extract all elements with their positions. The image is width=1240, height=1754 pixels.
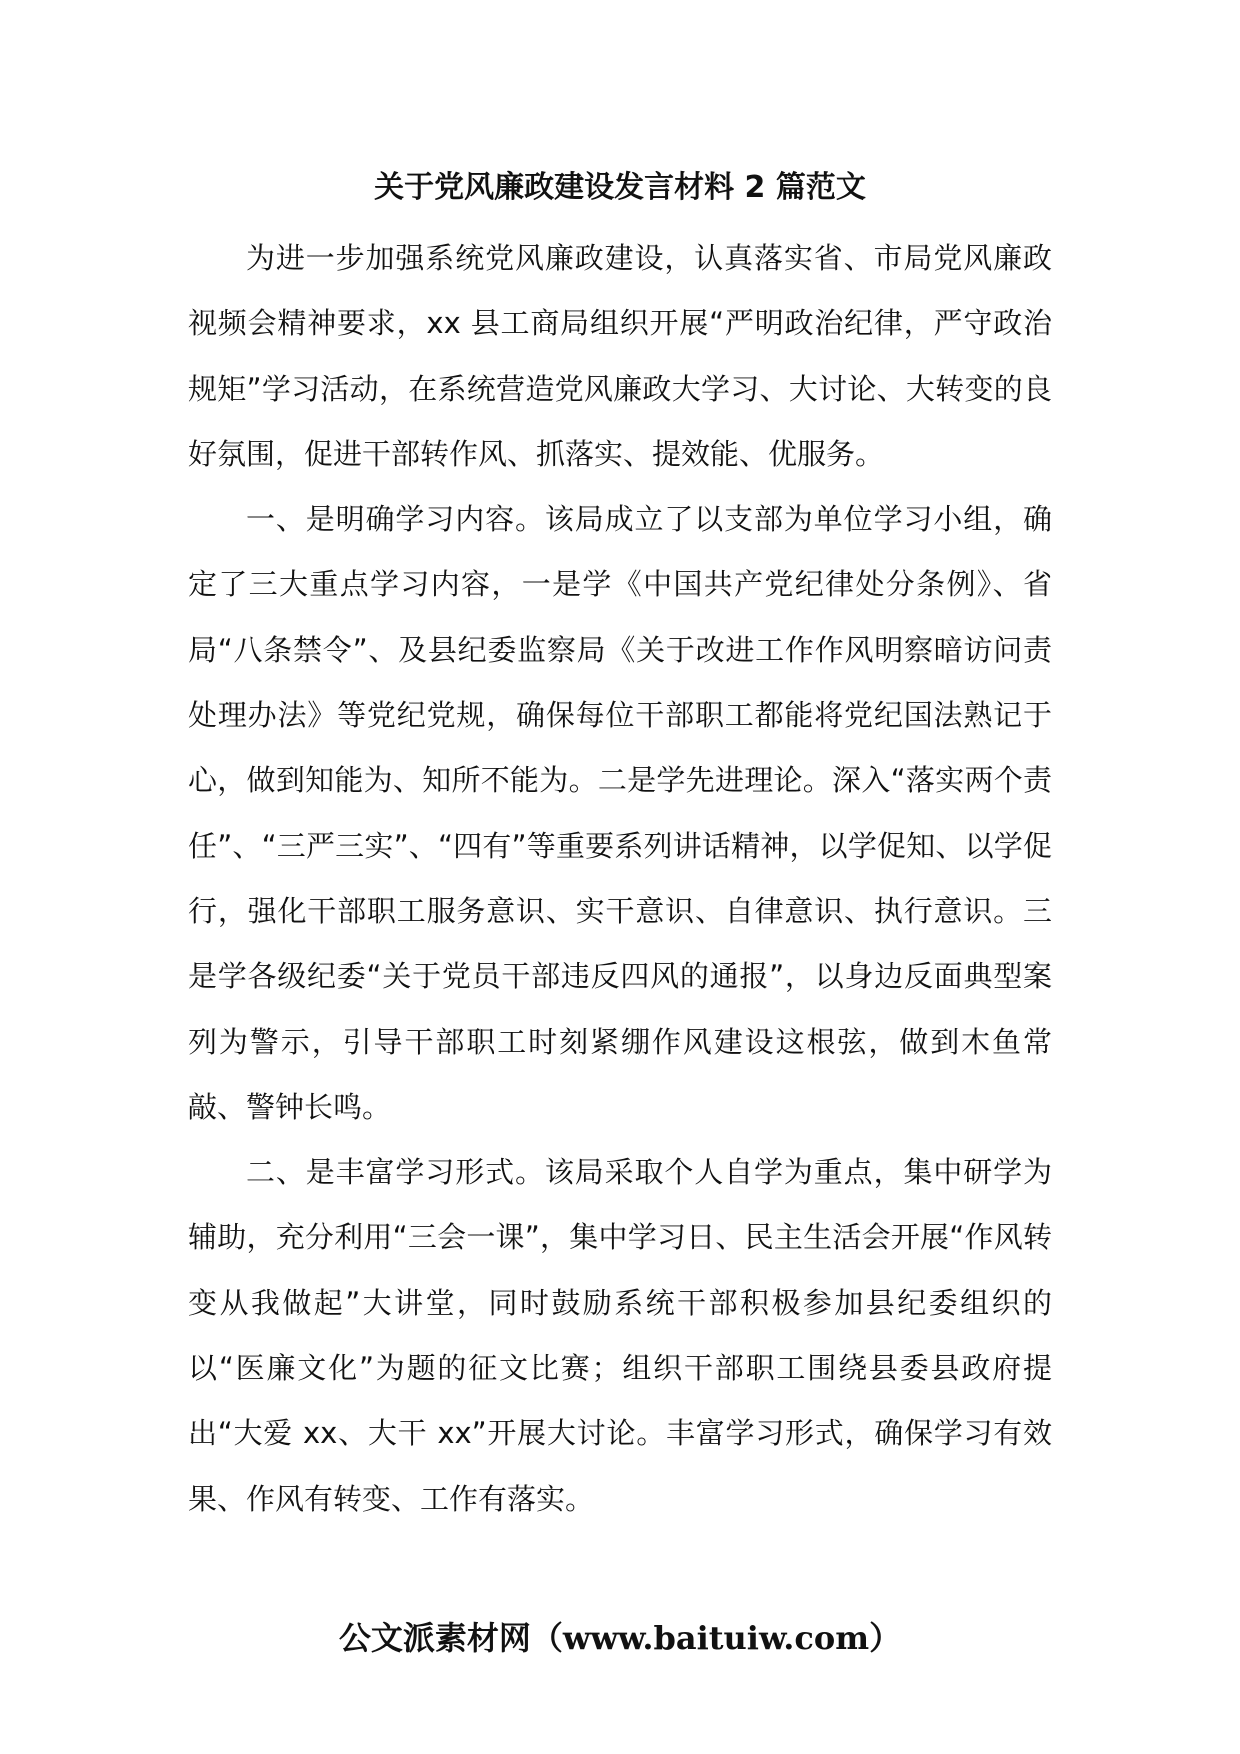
document-title: 关于党风廉政建设发言材料 2 篇范文 (374, 170, 866, 205)
paragraph-learning-content: 一、是明确学习内容。该局成立了以支部为单位学习小组，确定了三大重点学习内容，一是学《中国共产党纪律处分条例》、省局“八条禁令”、及县纪委监察局《关于改进工作作风明察暗访问责处理办法》等党纪党规，确保每位干部职工都能将党纪国法熟记于心，做到知能为、知所不能为。二是学先进理论。深入“落实两个责任”、“三严三实”、“四有”等重要系列讲话精神，以学促知、以学促行，强化干部职工服务意识、实干意识、自律意识、执行意识。三是学各级纪委“关于党员干部违反四风的通报”，以身边反面典型案列为警示，引导干部职工时刻紧绷作风建设这根弦，做到木鱼常敲、警钟长鸣。 (188, 502, 1052, 1124)
paragraph-intro: 为进一步加强系统党风廉政建设，认真落实省、市局党风廉政视频会精神要求，xx 县工商局组织开展“严明政治纪律，严守政治规矩”学习活动，在系统营造党风廉政大学习、大讨论、大转变的良好氛围，促进干部转作风、抓落实、提效能、优服务。 (188, 241, 1052, 471)
footer-site-name: 公文派素材网 (338, 1619, 531, 1657)
footer-site-url: （www.baituiw.com） (530, 1619, 902, 1657)
document-body (188, 226, 1052, 1532)
paragraph-learning-form: 二、是丰富学习形式。该局采取个人自学为重点，集中研学为辅助，充分利用“三会一课”，集中学习日、民主生活会开展“作风转变从我做起”大讲堂，同时鼓励系统干部积极参加县纪委组织的以“医廉文化”为题的征文比赛；组织干部职工围绕县委县政府提出“大爱 xx、大干 xx”开展大讨论。丰富学习形式，确保学习有效果、作风有转变、工作有落实。 (188, 1155, 1052, 1516)
footer-source (0, 1616, 1240, 1660)
